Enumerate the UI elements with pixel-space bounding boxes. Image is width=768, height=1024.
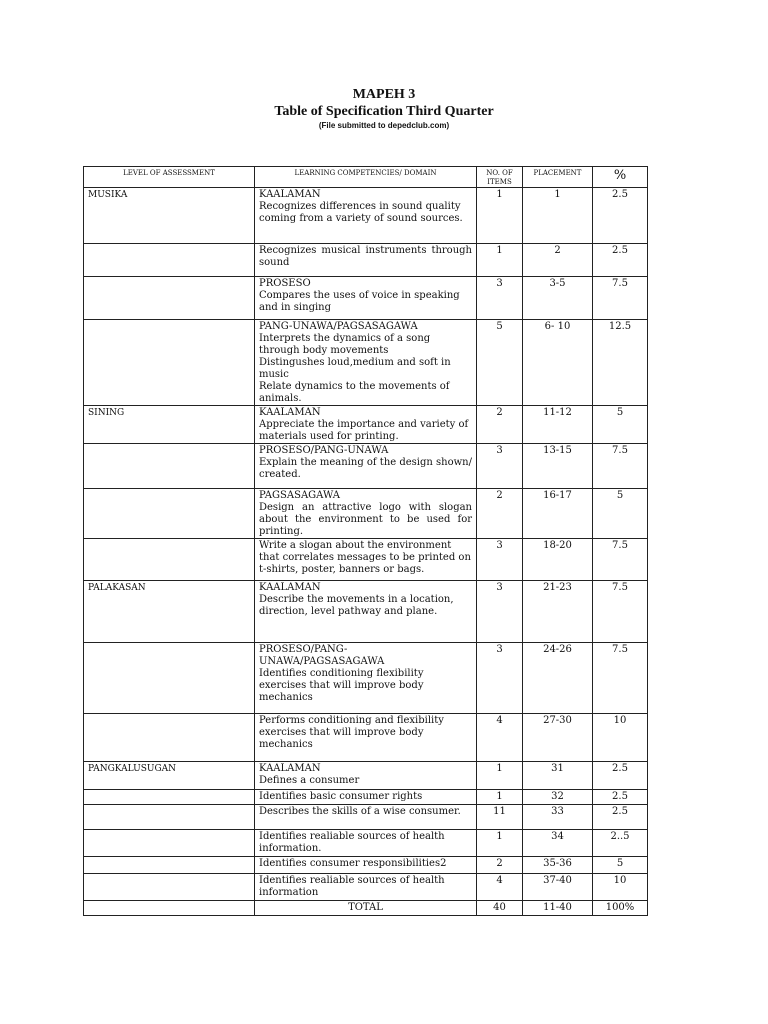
items-cell: 3: [477, 444, 523, 489]
total-placement: 11-40: [523, 901, 593, 916]
competency-line: KAALAMAN: [259, 189, 321, 200]
table-row: [84, 790, 648, 805]
source-note: (File submitted to depedclub.com): [318, 121, 450, 130]
placement-cell: 16-17: [523, 489, 593, 539]
placement-cell: 27-30: [523, 714, 593, 762]
competency-line: Describe the movements in a location, direction, level pathway and plane.: [259, 594, 454, 617]
competency-cell: [255, 830, 477, 857]
items-cell: 1: [477, 188, 523, 244]
items-cell: 4: [477, 714, 523, 762]
percent-cell: 7.5: [593, 444, 648, 489]
level-cell: [84, 643, 255, 714]
competency-cell: [255, 489, 477, 539]
competency-cell: [255, 714, 477, 762]
competency-line: Identifies conditioning flexibility exercises that will improve body mechanics: [259, 668, 424, 703]
level-cell: [84, 539, 255, 581]
percent-cell: 5: [593, 406, 648, 444]
placement-cell: 33: [523, 805, 593, 830]
percent-cell: 7.5: [593, 643, 648, 714]
competency-cell: [255, 188, 477, 244]
competency-cell: [255, 790, 477, 805]
competency-cell: [255, 874, 477, 901]
items-cell: 4: [477, 874, 523, 901]
competency-line: PROSESO/PANG-UNAWA/PAGSASAGAWA: [259, 644, 385, 667]
table-row: [84, 714, 648, 762]
competency-cell: [255, 581, 477, 643]
percent-cell: 7.5: [593, 539, 648, 581]
level-cell: [84, 320, 255, 406]
competency-line: Relate dynamics to the movements of animals.: [259, 381, 450, 404]
table-row: [84, 244, 648, 277]
column-header-percent: %: [593, 167, 648, 188]
competency-line: Explain the meaning of the design shown/ created.: [259, 457, 472, 480]
level-cell: [84, 714, 255, 762]
items-cell: 3: [477, 277, 523, 320]
column-header-level: LEVEL OF ASSESSMENT: [84, 167, 255, 188]
level-cell: [84, 874, 255, 901]
items-cell: 2: [477, 489, 523, 539]
items-cell: 1: [477, 244, 523, 277]
items-cell: 3: [477, 643, 523, 714]
items-cell: 11: [477, 805, 523, 830]
table-row: [84, 277, 648, 320]
placement-cell: 18-20: [523, 539, 593, 581]
competency-cell: [255, 805, 477, 830]
competency-line: Performs conditioning and flexibility exercises that will improve body mechanics: [259, 715, 444, 750]
placement-cell: 21-23: [523, 581, 593, 643]
placement-cell: 24-26: [523, 643, 593, 714]
items-cell: 1: [477, 830, 523, 857]
competency-line: Recognizes musical instruments through sound: [259, 245, 472, 268]
level-cell: [84, 277, 255, 320]
items-cell: 1: [477, 790, 523, 805]
competency-line: Describes the skills of a wise consumer.: [259, 806, 461, 817]
placement-cell: 34: [523, 830, 593, 857]
competency-line: Identifies consumer responsibilities2: [259, 858, 447, 869]
placement-cell: 32: [523, 790, 593, 805]
level-cell: [84, 444, 255, 489]
placement-cell: 13-15: [523, 444, 593, 489]
level-cell: [84, 790, 255, 805]
level-cell: [84, 805, 255, 830]
placement-cell: 35-36: [523, 857, 593, 874]
percent-cell: 5: [593, 489, 648, 539]
percent-cell: 10: [593, 714, 648, 762]
total-label: TOTAL: [255, 901, 477, 916]
table-row: [84, 406, 648, 444]
competency-line: Design an attractive logo with slogan about the environment to be used for printing.: [259, 502, 472, 537]
table-row: [84, 581, 648, 643]
table-header-row: [84, 167, 648, 188]
competency-cell: [255, 406, 477, 444]
placement-cell: 11-12: [523, 406, 593, 444]
table-row: [84, 489, 648, 539]
total-row: [84, 901, 648, 916]
level-cell: PANGKALUSUGAN: [84, 762, 255, 790]
competency-line: Defines a consumer: [259, 775, 360, 786]
placement-cell: 6- 10: [523, 320, 593, 406]
competency-line: Compares the uses of voice in speaking and in singing: [259, 290, 460, 313]
specification-table: [83, 166, 648, 916]
table-row: [84, 874, 648, 901]
document-subtitle: Table of Specification Third Quarter: [274, 104, 494, 119]
percent-cell: 10: [593, 874, 648, 901]
percent-cell: 2.5: [593, 805, 648, 830]
table-row: [84, 444, 648, 489]
percent-cell: 2..5: [593, 830, 648, 857]
table-row: [84, 320, 648, 406]
percent-cell: 2.5: [593, 188, 648, 244]
level-cell: [84, 489, 255, 539]
table-row: [84, 188, 648, 244]
level-cell: [84, 830, 255, 857]
items-cell: 5: [477, 320, 523, 406]
placement-cell: 2: [523, 244, 593, 277]
items-cell: 2: [477, 406, 523, 444]
competency-line: PANG-UNAWA/PAGSASAGAWA: [259, 321, 418, 332]
placement-cell: 3-5: [523, 277, 593, 320]
competency-line: Interprets the dynamics of a song through body movements: [259, 333, 431, 356]
total-level-cell: [84, 901, 255, 916]
competency-line: Distingushes loud,medium and soft in music: [259, 357, 451, 380]
competency-cell: [255, 643, 477, 714]
document-title: MAPEH 3: [352, 87, 416, 102]
placement-cell: 31: [523, 762, 593, 790]
competency-line: Write a slogan about the environment that correlates messages to be printed on t-shirts, poster, banners or bags.: [259, 540, 471, 575]
competency-line: Identifies realiable sources of health information.: [259, 831, 445, 854]
competency-line: Recognizes differences in sound quality coming from a variety of sound sources.: [259, 201, 463, 224]
competency-cell: [255, 320, 477, 406]
percent-cell: 7.5: [593, 277, 648, 320]
table-row: [84, 643, 648, 714]
items-cell: 3: [477, 581, 523, 643]
placement-cell: 1: [523, 188, 593, 244]
competency-line: Appreciate the importance and variety of materials used for printing.: [259, 419, 469, 442]
competency-line: PAGSASAGAWA: [259, 490, 340, 501]
total-items: 40: [477, 901, 523, 916]
table-row: [84, 762, 648, 790]
placement-cell: 37-40: [523, 874, 593, 901]
column-header-items: NO. OF ITEMS: [477, 167, 523, 188]
competency-line: PROSESO: [259, 278, 311, 289]
competency-line: PROSESO/PANG-UNAWA: [259, 445, 389, 456]
table-row: [84, 805, 648, 830]
competency-line: KAALAMAN: [259, 407, 321, 418]
competency-cell: [255, 444, 477, 489]
competency-line: Identifies realiable sources of health information: [259, 875, 445, 898]
items-cell: 1: [477, 762, 523, 790]
level-cell: SINING: [84, 406, 255, 444]
level-cell: [84, 857, 255, 874]
competency-cell: [255, 857, 477, 874]
items-cell: 2: [477, 857, 523, 874]
items-cell: 3: [477, 539, 523, 581]
table-row: [84, 830, 648, 857]
percent-cell: 2.5: [593, 762, 648, 790]
level-cell: PALAKASAN: [84, 581, 255, 643]
competency-cell: [255, 539, 477, 581]
competency-line: Identifies basic consumer rights: [259, 791, 423, 802]
column-header-placement: PLACEMENT: [523, 167, 593, 188]
percent-cell: 5: [593, 857, 648, 874]
table-row: [84, 539, 648, 581]
competency-cell: [255, 277, 477, 320]
document-header: [0, 86, 768, 131]
competency-cell: [255, 762, 477, 790]
level-cell: [84, 244, 255, 277]
total-percent: 100%: [593, 901, 648, 916]
competency-line: KAALAMAN: [259, 582, 321, 593]
percent-cell: 7.5: [593, 581, 648, 643]
column-header-competencies: LEARNING COMPETENCIES/ DOMAIN: [255, 167, 477, 188]
percent-cell: 2.5: [593, 244, 648, 277]
competency-cell: [255, 244, 477, 277]
table-row: [84, 857, 648, 874]
competency-line: KAALAMAN: [259, 763, 321, 774]
percent-cell: 12.5: [593, 320, 648, 406]
level-cell: MUSIKA: [84, 188, 255, 244]
percent-cell: 2.5: [593, 790, 648, 805]
